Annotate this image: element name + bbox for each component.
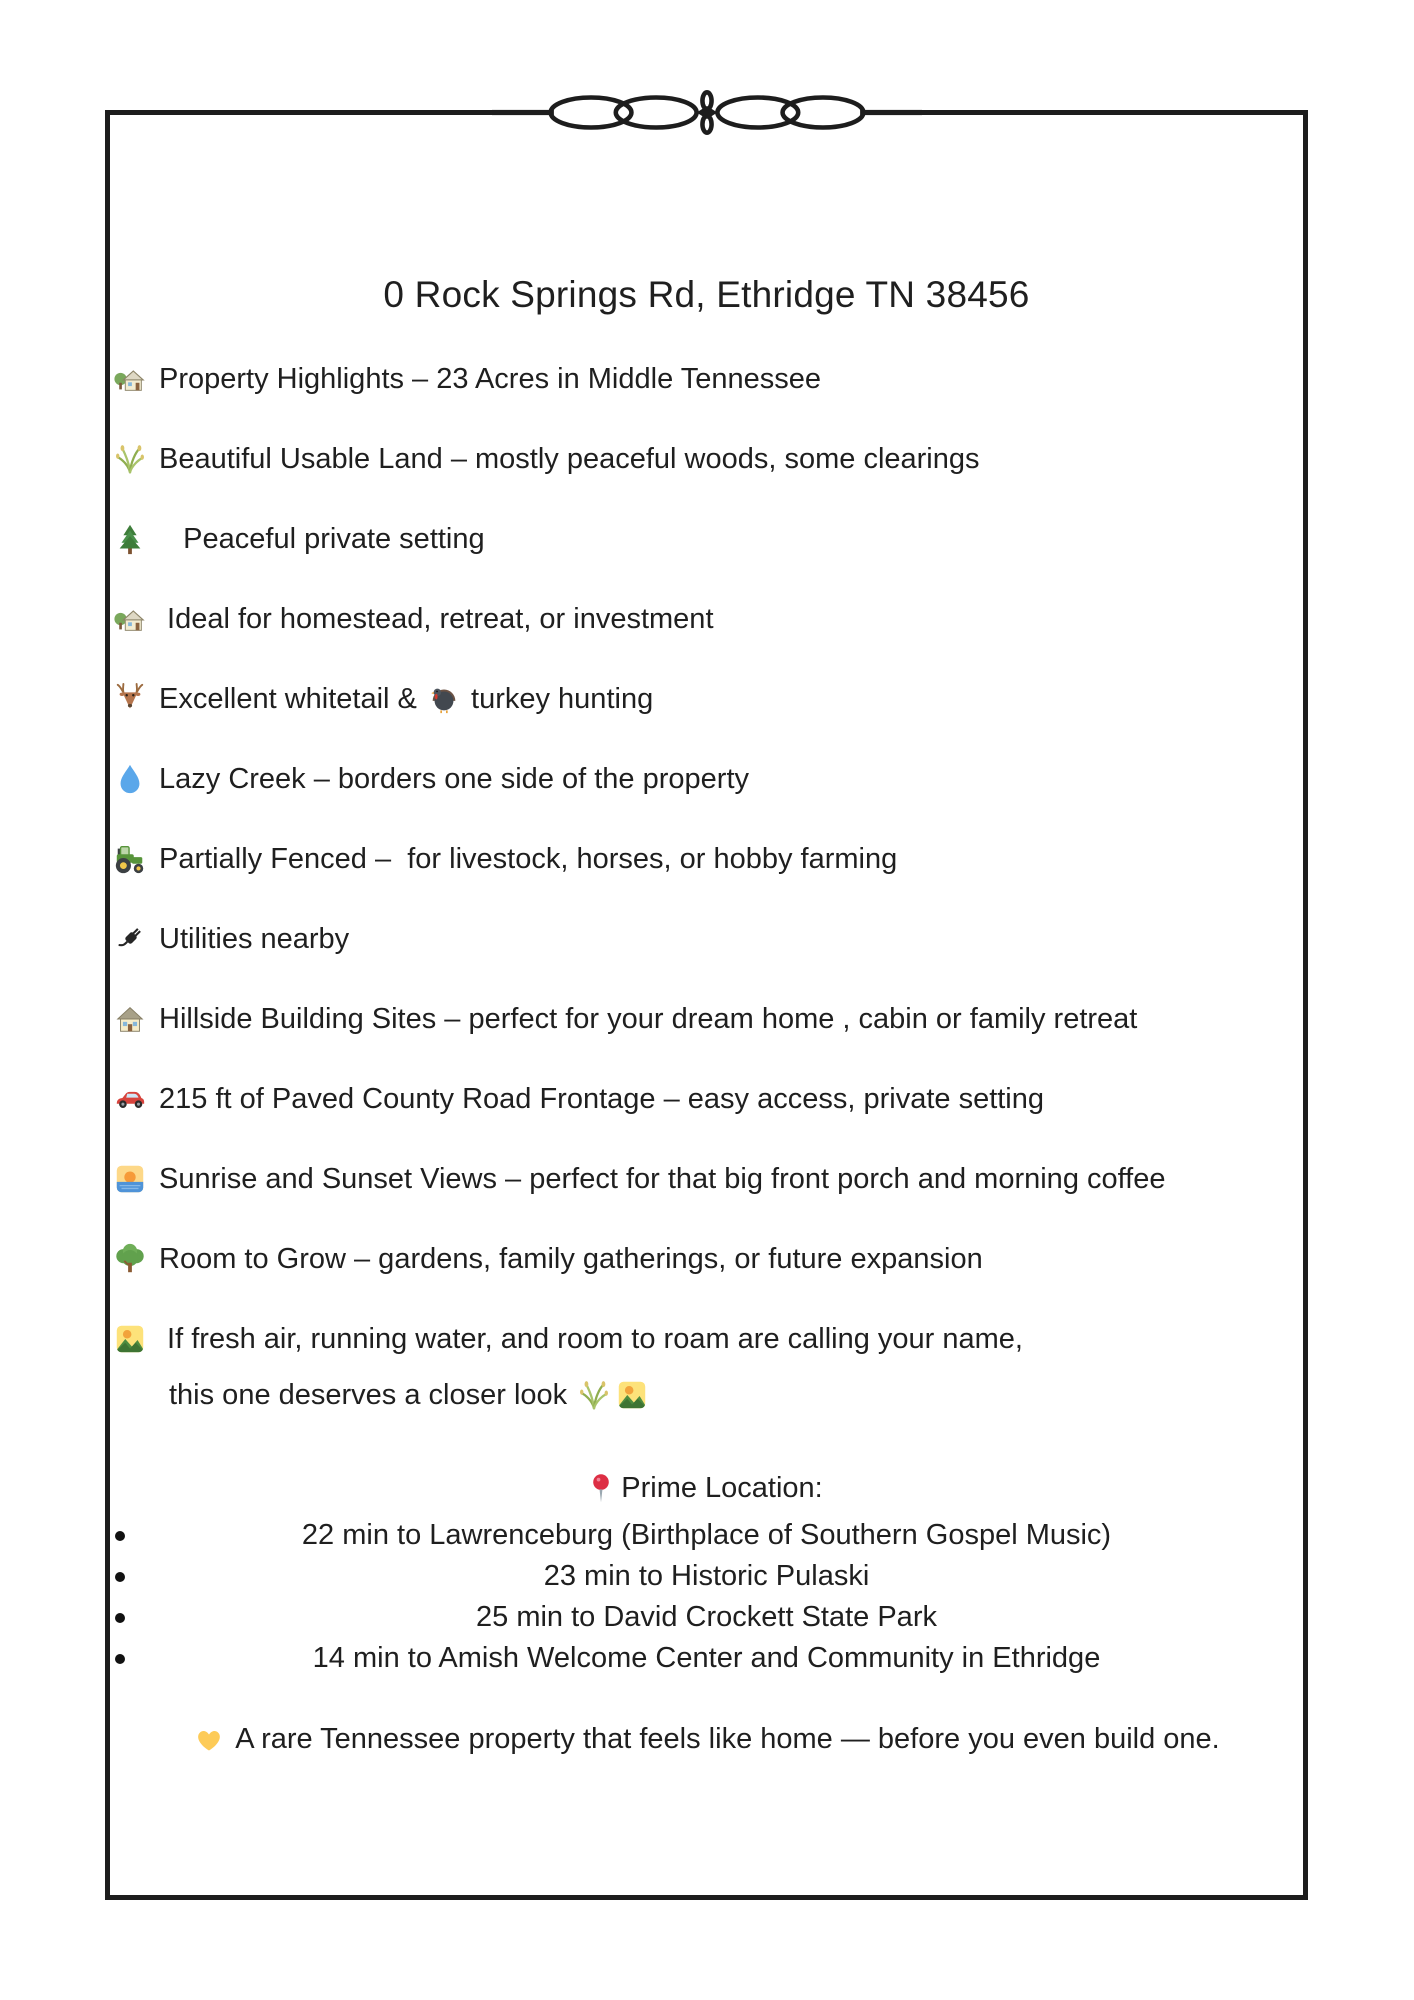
highlight-item: [113, 441, 1308, 477]
round-pushpin-icon: [590, 1472, 612, 1505]
prime-location-text: 14 min to Amish Welcome Center and Community in Ethridge: [312, 1642, 1101, 1674]
bullet-dot: [115, 1531, 125, 1541]
highlight-text: Property Highlights – 23 Acres in Middle Tennessee: [159, 362, 822, 395]
house-icon: [113, 1002, 147, 1036]
electric-plug-icon: [113, 922, 147, 956]
bullet-dot: [115, 1613, 125, 1623]
house-with-garden-icon: [113, 362, 147, 396]
highlight-item: [113, 601, 1308, 637]
sheaf-of-rice-icon: [577, 1378, 611, 1412]
highlight-item: [113, 1377, 1308, 1413]
highlight-item: [113, 1241, 1308, 1277]
highlight-item: [113, 361, 1308, 397]
car-icon: [113, 1082, 147, 1116]
highlight-text: Room to Grow – gardens, family gatherings, or future expansion: [159, 1242, 983, 1275]
highlight-text: If fresh air, running water, and room to roam are calling your name,: [159, 1322, 1023, 1355]
highlight-text: Lazy Creek – borders one side of the property: [159, 762, 749, 795]
prime-location-item: [105, 1597, 1308, 1638]
deciduous-tree-icon: [113, 1242, 147, 1276]
highlight-text: Ideal for homestead, retreat, or investment: [159, 602, 714, 635]
tractor-icon: [113, 842, 147, 876]
droplet-icon: [113, 762, 147, 796]
prime-location-text: 25 min to David Crockett State Park: [476, 1601, 937, 1633]
highlight-item: [113, 1001, 1308, 1037]
evergreen-tree-icon: [113, 522, 147, 556]
yellow-heart-icon: [193, 1723, 225, 1755]
prime-location-list: [105, 1515, 1308, 1679]
closing-text: A rare Tennessee property that feels like home — before you even build one.: [235, 1722, 1220, 1755]
highlight-item: [113, 841, 1308, 877]
highlight-item: [113, 681, 1308, 717]
highlight-text: this one deserves a closer look: [169, 1378, 576, 1411]
turkey-icon: [427, 682, 461, 716]
highlight-text: Excellent whitetail &: [159, 682, 425, 715]
prime-location-text: 22 min to Lawrenceburg (Birthplace of Southern Gospel Music): [301, 1519, 1112, 1551]
prime-location-item: [105, 1515, 1308, 1556]
highlight-text: Utilities nearby: [159, 922, 350, 955]
highlight-text: turkey hunting: [462, 682, 654, 715]
highlight-item: [113, 521, 1308, 557]
prime-location-section: [105, 1471, 1308, 1679]
prime-location-item: [105, 1556, 1308, 1597]
closing-line: [105, 1721, 1308, 1757]
highlight-text: 215 ft of Paved County Road Frontage – easy access, private setting: [159, 1082, 1045, 1115]
bullet-dot: [115, 1654, 125, 1664]
sheaf-of-rice-icon: [113, 442, 147, 476]
flyer-content: [105, 115, 1308, 1757]
sunrise-icon: [113, 1162, 147, 1196]
highlight-text: Beautiful Usable Land – mostly peaceful woods, some clearings: [159, 442, 980, 475]
highlight-text: Hillside Building Sites – perfect for your dream home , cabin or family retreat: [159, 1002, 1138, 1035]
highlight-item: [113, 1321, 1308, 1357]
highlight-text: Partially Fenced – for livestock, horses, or hobby farming: [159, 842, 898, 875]
highlight-item: [113, 1081, 1308, 1117]
highlight-text: Sunrise and Sunset Views – perfect for that big front porch and morning coffee: [159, 1162, 1166, 1195]
prime-location-heading-text: Prime Location:: [621, 1472, 823, 1504]
highlight-item: [113, 1161, 1308, 1197]
prime-location-text: 23 min to Historic Pulaski: [543, 1560, 870, 1592]
page-title: 0 Rock Springs Rd, Ethridge TN 38456: [383, 274, 1030, 315]
bullet-dot: [115, 1572, 125, 1582]
sunrise-over-mountains-icon: [113, 1322, 147, 1356]
highlights-list: [105, 361, 1308, 1413]
prime-location-item: [105, 1638, 1308, 1679]
highlight-item: [113, 921, 1308, 957]
highlight-item: [113, 761, 1308, 797]
deer-icon: [113, 682, 147, 716]
prime-location-heading: [105, 1471, 1308, 1505]
house-with-garden-icon: [113, 602, 147, 636]
sunrise-over-mountains-icon: [615, 1378, 649, 1412]
highlight-text: Peaceful private setting: [159, 522, 485, 555]
